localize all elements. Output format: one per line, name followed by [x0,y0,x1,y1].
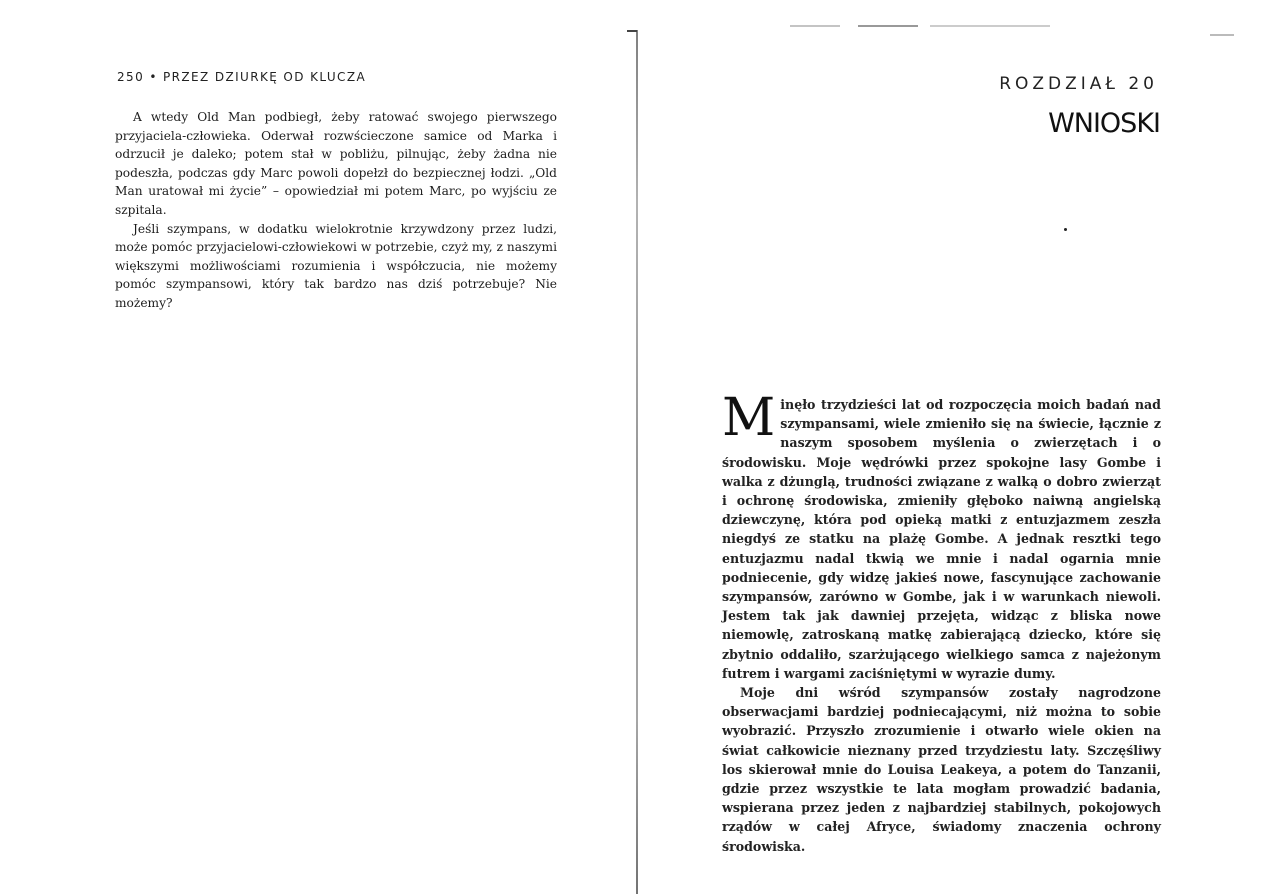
drop-cap: M [722,388,776,448]
right-page-body [722,388,1161,856]
paragraph [722,388,1161,683]
gutter-mark [627,30,637,32]
paragraph: Moje dni wśród szympansów zostały nagrodzone obserwacjami bardziej podniecającymi, niż można to sobie wyobrazić. Przyszło zrozumienie i otwarło wiele okien na świat całkowicie nieznany przed trzydziestu laty. Szczęśliwy los skierował mnie do Louisa Leakeya, a potem do Tanzanii, gdzie przez wszystkie te lata mogłam prowadzić badania, wspierana przez jeden z najbardziej stabilnych, pokojowych rządów w całej Afryce, świadomy znaczenia ochrony środowiska. [722,685,1161,854]
paragraph-text: inęło trzydzieści lat od rozpoczęcia moich badań nad szympansami, wiele zmieniło się na świecie, łącznie z naszym sposobem myślenia o zwierzętach i o środowisku. Moje wędrówki przez spokojne lasy Gombe i walka z dżunglą, trudności związane z walką o dobro zwierząt i ochronę środowiska, zmieniły głęboko naiwną angielską dziewczynę, która pod opieką matki z entuzjazmem zeszła niegdyś ze statku na plażę Gombe. A jednak resztki tego entuzjazmu nadal tkwią we mnie i nadal ogarnia mnie podniecenie, gdy widzę jakieś nowe, fascynujące zachowanie szympansów, zarówno w Gombe, jak i w warunkach niewoli. Jestem tak jak dawniej przejęta, widząc z bliska nowe niemowlę, zatroskaną matkę zabierającą dziecko, które się zbytnio oddaliło, szarżującego wielkiego samca z najeżonym futrem i wargami zaciśniętymi w wyrazie dumy. [722,397,1161,681]
chapter-title: WNIOSKI [1048,108,1160,139]
running-head: 250 • PRZEZ DZIURKĘ OD KLUCZA [117,70,367,84]
chapter-label: ROZDZIAŁ 20 [999,74,1158,94]
ornament-dot [1064,228,1067,231]
paragraph: A wtedy Old Man podbiegł, żeby ratować swojego pierwszego przyjaciela-człowieka. Oderwał rozwścieczone samice od Marka i odrzucił je daleko; potem stał w pobliżu, pilnując, żeby żadna nie podeszła, podczas gdy Marc powoli dopełzł do bezpiecznej łodzi. „Old Man uratował mi życie” – opowiedział mi potem Marc, po wyjściu ze szpitala. [115,110,557,217]
paragraph: Jeśli szympans, w dodatku wielokrotnie krzywdzony przez ludzi, może pomóc przyjacielowi-człowiekowi w potrzebie, czyż my, z naszymi większymi możliwościami rozumienia i współczucia, nie możemy pomóc szympansowi, który tak bardzo nas dziś potrzebuje? Nie możemy? [115,221,557,310]
left-page-body [115,108,557,313]
